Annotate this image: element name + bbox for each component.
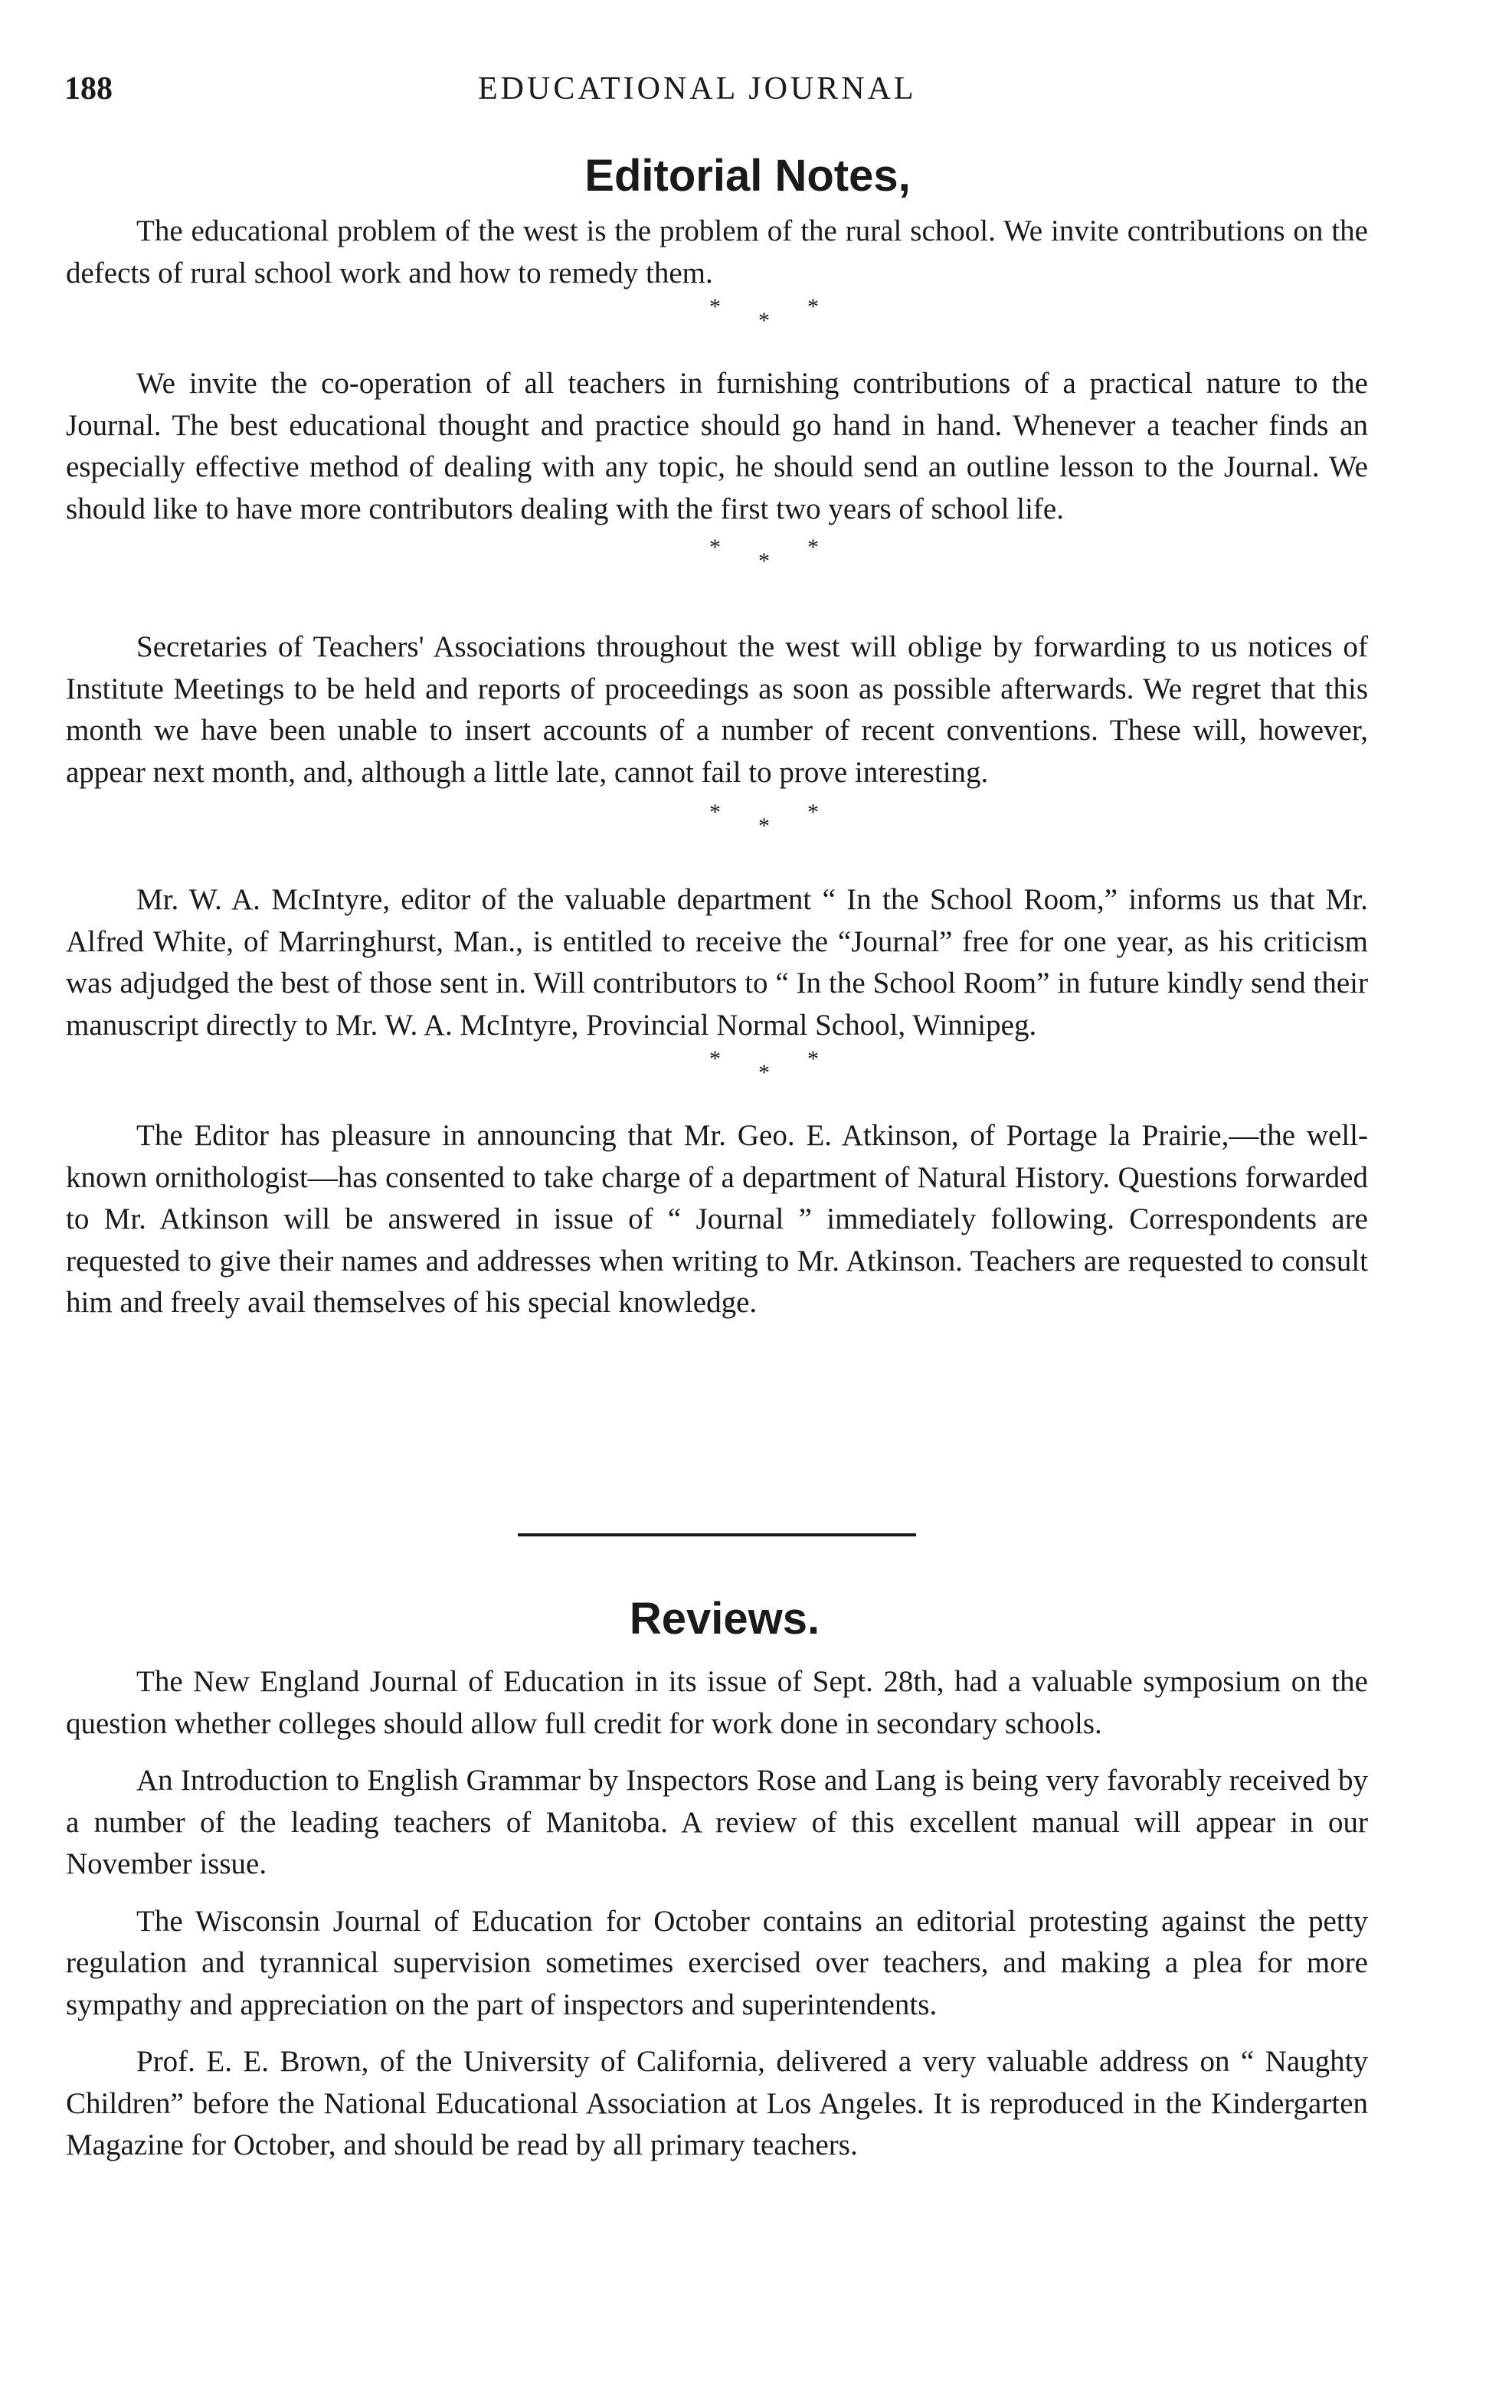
review-paragraph: An Introduction to English Grammar by Inspectors Rose and Lang is being very favorably received by a number of the leading teachers of Manitoba. A review of this excellent manual will appear in our November issue. bbox=[66, 1764, 1368, 1880]
section-divider bbox=[518, 1533, 916, 1536]
reviews-section bbox=[66, 1593, 1368, 2167]
section-separator bbox=[66, 800, 1368, 879]
editorial-paragraph: We invite the co-operation of all teachers in furnishing contributions of a practical nature to the Journal. The best educational thought and practice should go hand in hand. Whenever a teacher finds an especially effective method of dealing with any topic, he should send an outline lesson to the Journal. We should like to have more contributors dealing with the first two years of school life. bbox=[66, 367, 1368, 525]
section-separator bbox=[66, 1046, 1368, 1115]
editorial-paragraph: Secretaries of Teachers' Associations throughout the west will oblige by forwarding to us notices of Institute Meetings to be held and reports of proceedings as soon as possible afterwards. We regret that this month we have been unable to insert accounts of a number of recent conventions. These will, however, appear next month, and, although a little late, cannot fail to prove interesting. bbox=[66, 630, 1368, 789]
editorial-notes-title: Editorial Notes, bbox=[584, 151, 911, 201]
reviews-title: Reviews. bbox=[629, 1594, 820, 1644]
separator-star: * bbox=[807, 1046, 819, 1071]
separator-star: * bbox=[709, 294, 721, 319]
running-head bbox=[64, 70, 961, 113]
journal-name: EDUCATIONAL JOURNAL bbox=[478, 71, 917, 106]
separator-star: * bbox=[758, 1060, 770, 1085]
section-separator bbox=[66, 294, 1368, 363]
editorial-notes-section bbox=[66, 150, 1368, 1324]
separator-star: * bbox=[709, 800, 721, 825]
review-paragraph: Prof. E. E. Brown, of the University of California, delivered a very valuable address on “ Naughty Children” before the National Educational Association at Los Angeles. It is reproduced in the Kindergarten Magazine for October, and should be read by all primary teachers. bbox=[66, 2045, 1368, 2161]
separator-star: * bbox=[758, 548, 770, 574]
editorial-paragraph: The educational problem of the west is the problem of the rural school. We invite contributions on the defects of rural school work and how to remedy them. bbox=[66, 214, 1368, 290]
editorial-paragraph: Mr. W. A. McIntyre, editor of the valuable department “ In the School Room,” informs us that Mr. Alfred White, of Marringhurst, Man., is entitled to receive the “Journal” free for one year, as his criticism was adjudged the best of those sent in. Will contributors to “ In the School Room” in future kindly send their manuscript directly to Mr. W. A. McIntyre, Provincial Normal School, Winnipeg. bbox=[66, 883, 1368, 1042]
section-separator bbox=[66, 535, 1368, 627]
separator-star: * bbox=[758, 813, 770, 839]
separator-star: * bbox=[807, 294, 819, 319]
review-paragraph: The Wisconsin Journal of Education for October contains an editorial protesting against the petty regulation and tyrannical supervision sometimes exercised over teachers, and making a plea for more sympathy and appreciation on the part of inspectors and superintendents. bbox=[66, 1904, 1368, 2021]
separator-star: * bbox=[807, 535, 819, 560]
page-number: 188 bbox=[64, 71, 113, 106]
separator-star: * bbox=[807, 800, 819, 825]
separator-star: * bbox=[709, 535, 721, 560]
editorial-paragraph: The Editor has pleasure in announcing that Mr. Geo. E. Atkinson, of Portage la Prairie,—the well-known ornithologist—has consented to take charge of a department of Natural History. Questions forwarded to Mr. Atkinson will be answered in issue of “ Journal ” immediately following. Correspondents are requested to give their names and addresses when writing to Mr. Atkinson. Teachers are requested to consult him and freely avail themselves of his special knowledge. bbox=[66, 1119, 1368, 1319]
separator-star: * bbox=[709, 1046, 721, 1071]
review-paragraph: The New England Journal of Education in its issue of Sept. 28th, had a valuable symposium on the question whether colleges should allow full credit for work done in secondary schools. bbox=[66, 1665, 1368, 1740]
separator-star: * bbox=[758, 308, 770, 333]
